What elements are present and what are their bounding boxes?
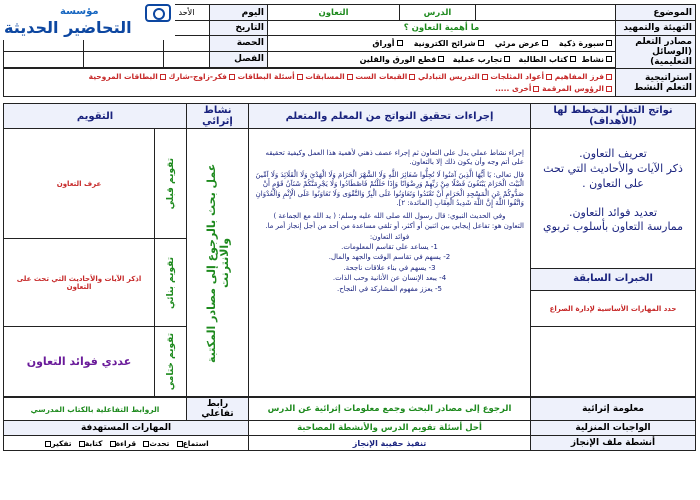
logo	[0, 0, 175, 40]
procedure-5: فوائد التعاون:	[369, 232, 410, 241]
period-label: الحصة	[210, 36, 268, 52]
benefit-5: 5- يعزز مفهوم المشاركة في النجاح.	[337, 284, 442, 293]
file-label: أنشطة ملف الإنجاز	[531, 436, 696, 451]
day-value: الأحد	[164, 5, 210, 21]
objective-4: ممارسة التعاون بأسلوب تربوي	[542, 220, 684, 234]
main-table	[3, 103, 696, 397]
prior-experience-cell	[531, 269, 696, 327]
pre-eval-label: تقويم قبلي	[165, 157, 176, 210]
logo-line-2: التحاضير الحديثة	[4, 18, 132, 37]
homework-label: الواجبات المنزلية	[531, 421, 696, 436]
benefit-4: 4- يبعد الإنسان عن الأنانية وحب الذات.	[332, 274, 447, 283]
file-value: تنفيذ حقيبة الإنجاز	[249, 436, 531, 451]
procedural-value: الرجوع إلى مصادر البحث وجمع معلومات إثرائية عن الدرس	[249, 398, 531, 421]
intro-label: التهيئة والتمهيد	[616, 21, 696, 36]
activity-header: نشاط إثرائي	[187, 104, 249, 129]
procedural-label: معلومة إثرائية	[531, 398, 696, 421]
benefit-3: 3- يسهم في بناء علاقات ناجحة.	[343, 263, 436, 272]
lesson-label: الدرس	[400, 5, 476, 21]
procedure-4: التعاون هو: تفاعل إيجابي بين اثنين أو أكثر، أو تلقي مساعدة من أحد من أجل إنجاز أمر ما.	[265, 222, 524, 231]
procedure-2: قال تعالى: يَا أَيُّهَا الَّذِينَ آمَنُوا لَا تُحِلُّوا شَعَائِرَ اللَّهِ وَلَا الشَّهْرَ الْحَرَامَ وَلَا الْهَدْيَ وَلَا الْقَلَائِدَ وَلَا آمِّينَ الْبَيْتَ الْحَرَامَ يَبْتَغُونَ فَضْلًا مِنْ رَبِّهِمْ وَرِضْوَانًا وَإِذَا حَلَلْتُمْ فَاصْطَادُوا وَلَا يَجْرِمَنَّكُمْ شَنَآنُ قَوْمٍ أَنْ صَدُّوكُمْ عَنِ الْمَسْجِدِ الْحَرَامِ أَنْ تَعْتَدُوا وَتَعَاوَنُوا عَلَى الْبِرِّ وَالتَّقْوَى وَلَا تَعَاوَنُوا عَلَى الْإِثْمِ وَالْعُدْوَانِ وَاتَّقُوا اللَّهَ إِنَّ اللَّهَ شَدِيدُ الْعِقَابِ [المائدة: ٢].	[255, 170, 524, 208]
link-label: رابط تفاعلي	[187, 398, 249, 421]
lesson-plan	[4, 4, 696, 496]
procedures-header: إجراءات تحقيق النواتج من المعلم والمتعلم	[249, 104, 531, 129]
subject-value	[476, 5, 616, 21]
footer-table	[3, 397, 696, 451]
skills-label: المهارات المستهدفة	[4, 421, 249, 436]
objective-3: تعديد فوائد التعاون.	[568, 205, 658, 219]
class-label: الفصل	[210, 51, 268, 67]
strategies-list: فرز المفاهيم أعواد المثلجات التدريس التبادلي القبعات الست المسابقات أسئلة البطاقات فكر-زاوج-شارك البطاقات المروحية الرؤوس المرقمة أخرى .....	[4, 69, 616, 97]
resources-row-1: سبورة ذكية عرض مرئي شرائح الكترونية أوراق	[268, 36, 616, 52]
final-eval-label-cell	[155, 327, 187, 397]
camera-icon	[145, 4, 171, 22]
activity-cell	[187, 129, 249, 397]
benefit-1: 1- يساعد على تقاسم المعلومات.	[341, 242, 438, 251]
procedures-cell	[249, 129, 531, 397]
intro-value: ما أهمية التعاون ؟	[268, 21, 616, 36]
skills-list: استماع تحدث قراءة كتابة تفكير	[4, 436, 249, 451]
benefit-2: 2- يسهم في تقاسم الوقت والجهد والمال.	[328, 253, 451, 262]
pre-eval-text: عرف التعاون	[3, 129, 154, 239]
final-eval-label: تقويم ختامي	[165, 332, 176, 391]
link-value: الروابط التفاعلية بالكتاب المدرسي	[4, 398, 187, 421]
procedure-3: وفي الحديث النبوي: قال رسول الله صلى الله عليه وسلم: ( يد الله مع الجماعة )	[273, 211, 506, 220]
day-label: اليوم	[210, 5, 268, 21]
objective-2: ذكر الآيات والأحاديث التي تحث على التعاون .	[543, 161, 683, 190]
final-eval-text: عددي فوائد التعاون	[3, 327, 154, 397]
prior-experience-label: الخبرات السابقة	[531, 269, 695, 291]
objectives-header: نواتج التعلم المخطط لها (الأهداف)	[531, 104, 696, 129]
procedure-1: إجراء نشاط عملي يدل على التعاون ثم إجراء عصف ذهني لأهمية هذا العمل وكيفية تحقيقه على أتم وجه وأن يكون ذلك إلا بالتعاون.	[265, 149, 524, 167]
formative-eval-label-cell	[155, 239, 187, 327]
evaluation-header: التقويم	[3, 104, 186, 129]
logo-line-1: مؤسسة	[60, 6, 99, 17]
activity-text: عمل بحث بالرجوع إلى مصادر المكتبة والانترنت	[204, 162, 231, 363]
prior-experience-value: حدد المهارات الأساسية لإدارة الصراع	[549, 305, 677, 313]
objective-1: تعريف التعاون.	[579, 147, 647, 160]
strategies-label: استراتيجية التعلم النشط	[616, 69, 696, 97]
objectives-cell	[531, 129, 696, 269]
homework-value: أحل أسئلة تقويم الدرس والأنشطة المصاحبة	[249, 421, 531, 436]
date-label: التاريخ	[210, 21, 268, 36]
pre-eval-label-cell	[155, 129, 187, 239]
lesson-value: التعاون	[268, 5, 400, 21]
formative-eval-label: تقويم بنائي	[165, 256, 176, 309]
subject-label: الموضوع	[616, 5, 696, 21]
resources-label: مصادر التعلم (الوسائل التعليمية)	[616, 36, 696, 69]
resources-row-2: نشاط كتاب الطالبة تجارب عملية قطع الورق والقلين	[268, 51, 616, 67]
formative-eval-text: اذكر الآيات والأحاديث التي تحث على التعاون	[3, 239, 154, 327]
